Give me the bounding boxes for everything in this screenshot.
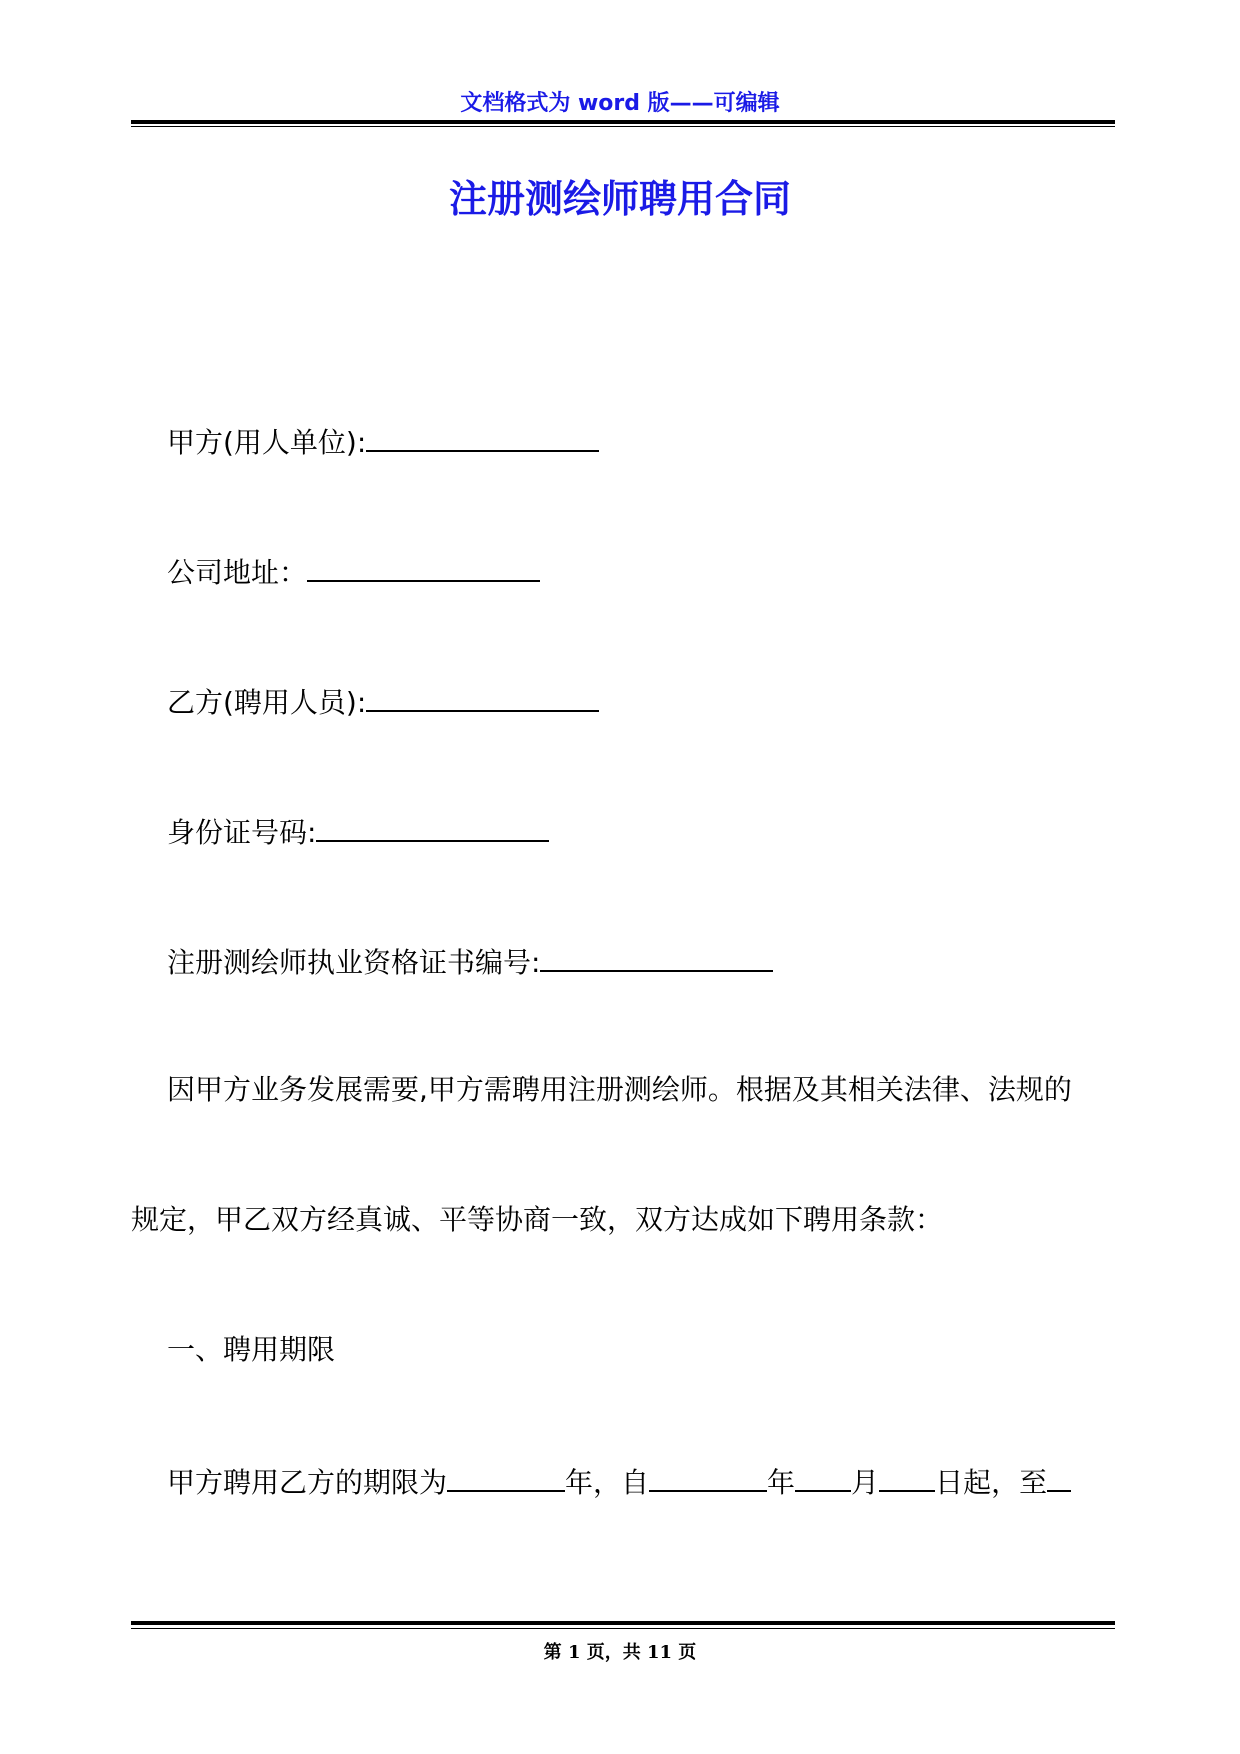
id-number-line xyxy=(167,810,549,853)
party-b-line xyxy=(167,680,599,723)
footer-rule-thick xyxy=(131,1621,1115,1625)
end-date-blank[interactable] xyxy=(1047,1460,1071,1492)
term-line xyxy=(167,1460,1071,1503)
term-year2-label: 年 xyxy=(767,1466,796,1499)
document-header: 文档格式为 word 版——可编辑 xyxy=(460,91,780,116)
header-rule-thin xyxy=(131,126,1115,127)
party-b-blank[interactable] xyxy=(366,680,599,712)
page-number: 第 1 页，共 11 页 xyxy=(543,1642,697,1663)
start-day-blank[interactable] xyxy=(879,1460,935,1492)
company-address-label: 公司地址： xyxy=(167,556,308,589)
certificate-number-blank[interactable] xyxy=(540,940,773,972)
term-year-label: 年，自 xyxy=(565,1466,650,1499)
header-rule-thick xyxy=(131,120,1115,124)
party-a-blank[interactable] xyxy=(366,420,599,452)
id-number-blank[interactable] xyxy=(316,810,549,842)
party-a-line xyxy=(167,420,599,463)
term-day-label: 日起，至 xyxy=(935,1466,1048,1499)
document-title: 注册测绘师聘用合同 xyxy=(448,177,791,221)
company-address-blank[interactable] xyxy=(307,550,540,582)
term-years-blank[interactable] xyxy=(447,1460,565,1492)
intro-paragraph-line2: 规定，甲乙双方经真诚、平等协商一致，双方达成如下聘用条款： xyxy=(131,1203,944,1236)
party-a-label: 甲方(用人单位): xyxy=(167,426,367,459)
term-month-label: 月 xyxy=(851,1466,880,1499)
certificate-number-line xyxy=(167,940,773,983)
id-number-label: 身份证号码: xyxy=(167,816,317,849)
intro-paragraph-line1: 因甲方业务发展需要,甲方需聘用注册测绘师。根据及其相关法律、法规的 xyxy=(167,1073,1072,1106)
section1-heading: 一、聘用期限 xyxy=(167,1333,336,1366)
footer-rule-thin xyxy=(131,1628,1115,1629)
start-month-blank[interactable] xyxy=(795,1460,851,1492)
company-address-line xyxy=(167,550,540,593)
start-year-blank[interactable] xyxy=(649,1460,767,1492)
certificate-number-label: 注册测绘师执业资格证书编号: xyxy=(167,946,541,979)
term-prefix: 甲方聘用乙方的期限为 xyxy=(167,1466,448,1499)
party-b-label: 乙方(聘用人员): xyxy=(167,686,367,719)
